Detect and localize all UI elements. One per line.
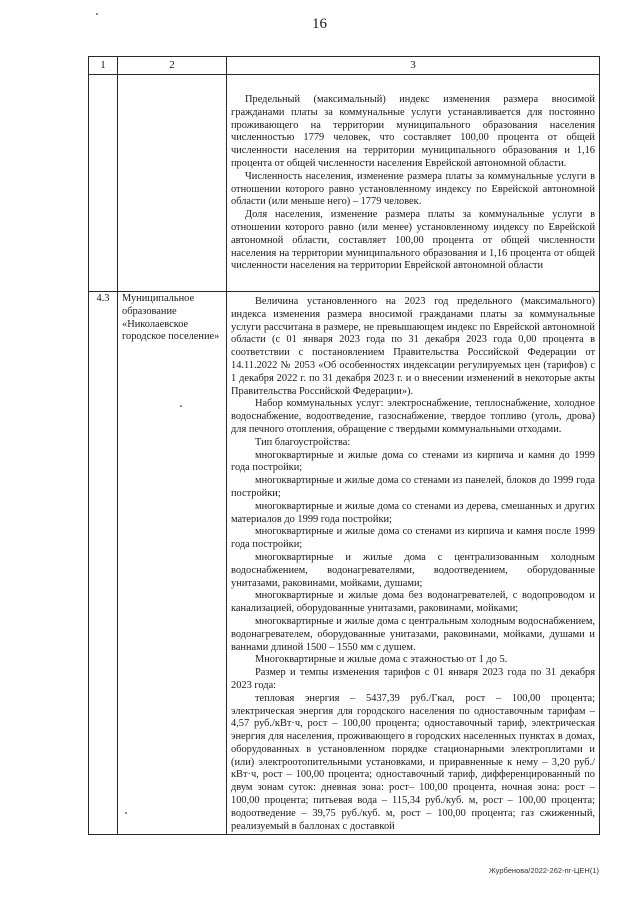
- paragraph: Доля населения, изменение размера платы за коммунальные услуги в отношении которого равно (или менее) установленному индексу по Еврейской автономной области, составляет 100,00 процента от общей численности населения на территории муниципального образования и 1,16 процента от общей численности населения на территории Еврейской автономной области: [231, 209, 595, 272]
- scan-speck: [180, 405, 182, 407]
- paragraph: Тип благоустройства:: [255, 436, 351, 448]
- row-number-cell: [89, 75, 118, 292]
- municipality-cell: [118, 75, 227, 292]
- column-header-2: 2: [118, 57, 227, 75]
- paragraph: Величина установленного на 2023 год предельного (максимального) индекса изменения размера вносимой гражданами платы за коммунальные услуги рассчитана в размере, не превышающем индекс по Еврейской автономной области (с 01 января 2023 года по 31 декабря 2023 года 0,00 процента в соответствии с постановлением Правительства Российской Федерации от 14.11.2022 № 2053 «Об особенностях индексации регулируемых цен (тарифов) с 1 декабря 2022 г. по 31 декабря 2023 г. и о внесении изменений в некоторые акты Правительства Российской Федерации»).: [231, 296, 595, 397]
- scan-speck: [96, 13, 98, 15]
- municipality-cell: Муниципальное образование «Николаевское городское поселение»: [118, 292, 227, 835]
- paragraph: Многоквартирные и жилые дома с этажностью от 1 до 5.: [255, 654, 508, 666]
- column-header-1: 1: [89, 57, 118, 75]
- paragraph: многоквартирные и жилые дома с централизованным холодным водоснабжением, водонагревателями, водоотведением, оборудованные унитазами, раковинами, мойками, душами;: [231, 551, 595, 589]
- description-cell: [227, 292, 600, 835]
- paragraph: Предельный (максимальный) индекс изменения размера вносимой гражданами платы за коммунальные услуги устанавливается для постоянно проживающего на территории муниципального образования населения численностью 1779 человек, что составляет 100,00 процента от общей численности населения на территории муниципального образования и 1,16 процента от общей численности населения Еврейской автономной области.: [231, 94, 595, 169]
- paragraph: Размер и темпы изменения тарифов с 01 января 2023 года по 31 декабря 2023 года:: [231, 667, 595, 691]
- table-header-row: [89, 57, 600, 75]
- paragraph: многоквартирные и жилые дома без водонагревателей, с водопроводом и канализацией, оборудованные унитазами, раковинами, мойками;: [231, 590, 595, 615]
- paragraph: многоквартирные и жилые дома со стенами из кирпича и камня до 1999 года постройки;: [231, 449, 595, 474]
- page-number: 16: [312, 16, 327, 32]
- description-cell: [227, 75, 600, 292]
- paragraph: многоквартирные и жилые дома со стенами из дерева, смешанных и других материалов до 1999 года постройки;: [231, 500, 595, 525]
- paragraph: многоквартирные и жилые дома со стенами из кирпича и камня после 1999 года постройки;: [231, 526, 595, 551]
- paragraph: Набор коммунальных услуг: электроснабжение, теплоснабжение, холодное водоснабжение, водоотведение, газоснабжение, твердое топливо (уголь, дрова) для печного отопления, обращение с твердыми коммунальными отходами.: [231, 398, 595, 435]
- paragraph: многоквартирные и жилые дома со стенами из панелей, блоков до 1999 года постройки;: [231, 475, 595, 499]
- column-header-3: 3: [227, 57, 600, 75]
- paragraph: многоквартирные и жилые дома с центральным холодным водоснабжением, водонагревателем, оборудованные унитазами, раковинами, мойками, душами и ваннами длиной 1500 – 1550 мм с душем.: [231, 615, 595, 653]
- paragraph: тепловая энергия – 5437,39 руб./Гкал, рост – 100,00 процента; электрическая энергия для городского населения по одноставочным тарифам – 4,57 руб./кВт·ч, рост – 100,00 процента; одноставочный тариф, электрическая энергия для населения, проживающего в городских населенных пунктах в домах, оборудованных в установленном порядке стационарными электроплитами и (или) электроотопительными установками, и приравненные к нему – 3,20 руб./кВт·ч, рост – 100,00 процента; одноставочный тариф, дифференцированный по двум зонам суток: дневная зона: рост– 100,00 процента, ночная зона: рост – 100,00 процента; питьевая вода – 115,34 руб./куб. м, рост – 100,00 процента; водоотведение – 39,75 руб./куб. м, рост – 100,00 процента; газ сжиженный, реализуемый в баллонах с доставкой: [231, 692, 595, 832]
- paragraph: Численность населения, изменение размера платы за коммунальные услуги в отношении которого равно установленному индексу по Еврейской автономной области (или меньше него) – 1779 человек.: [231, 170, 595, 208]
- table-row: [89, 75, 600, 292]
- row-number-cell: 4.3: [89, 292, 118, 835]
- scan-speck: [125, 812, 127, 814]
- tariff-table: [88, 56, 600, 835]
- table-row: [89, 292, 600, 835]
- document-footer: Журбенова/2022-262-пг-ЦЕН(1): [488, 866, 599, 875]
